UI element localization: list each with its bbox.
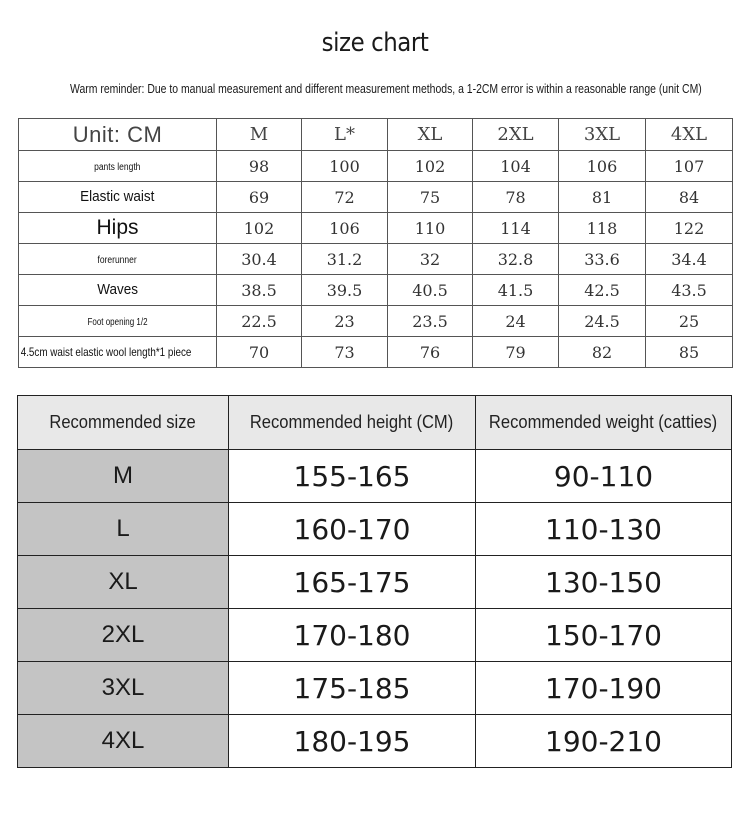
table-cell: 33.6 (559, 244, 646, 275)
table-cell: 23 (302, 306, 388, 337)
row-label-cell (19, 337, 217, 368)
table-cell: 75 (388, 182, 473, 213)
table-cell: 39.5 (302, 275, 388, 306)
size-cell: 2XL (18, 609, 229, 662)
warm-reminder-note: Warm reminder: Due to manual measurement and different measurement methods, a 1-2CM error is within a reasonable range (unit CM) (70, 82, 702, 96)
table-cell: 107 (646, 151, 733, 182)
row-label-cell (19, 213, 217, 244)
table-cell: 84 (646, 182, 733, 213)
table-row (18, 450, 732, 503)
table-row-forerunner (19, 244, 733, 275)
table-cell: 38.5 (217, 275, 302, 306)
table-cell: 110 (388, 213, 473, 244)
table-row-pants-length (19, 151, 733, 182)
table-cell: 43.5 (646, 275, 733, 306)
table-cell: 79 (473, 337, 559, 368)
weight-cell: 130-150 (476, 556, 732, 609)
table-row-elastic-waist (19, 182, 733, 213)
table-row-foot-opening (19, 306, 733, 337)
header-label: Recommended size (49, 412, 197, 432)
table-cell: 102 (217, 213, 302, 244)
row-label-cell (19, 244, 217, 275)
table-cell: 41.5 (473, 275, 559, 306)
recommend-header-row (18, 396, 732, 450)
table-cell: 102 (388, 151, 473, 182)
table-cell: 106 (302, 213, 388, 244)
table-cell: 24.5 (559, 306, 646, 337)
table-cell: 82 (559, 337, 646, 368)
table-cell: 42.5 (559, 275, 646, 306)
table-cell: 40.5 (388, 275, 473, 306)
row-label: Hips (96, 216, 139, 239)
row-label: forerunner (97, 255, 138, 266)
table-row-hips (19, 213, 733, 244)
header-recommended-height (229, 396, 476, 450)
table-cell: 72 (302, 182, 388, 213)
weight-cell: 90-110 (476, 450, 732, 503)
table-cell: 98 (217, 151, 302, 182)
table-cell: 122 (646, 213, 733, 244)
table-cell: 23.5 (388, 306, 473, 337)
weight-cell: 150-170 (476, 609, 732, 662)
table-cell: 106 (559, 151, 646, 182)
table-row (18, 556, 732, 609)
table-cell: 32 (388, 244, 473, 275)
size-header-row (19, 119, 733, 151)
height-cell: 170-180 (229, 609, 476, 662)
table-cell: 85 (646, 337, 733, 368)
page-title: size chart (321, 28, 429, 58)
table-cell: 118 (559, 213, 646, 244)
table-row (18, 609, 732, 662)
size-header-xl: XL (388, 119, 473, 151)
table-cell: 70 (217, 337, 302, 368)
table-row (18, 662, 732, 715)
size-measurement-table (18, 118, 733, 368)
table-cell: 22.5 (217, 306, 302, 337)
size-cell: L (18, 503, 229, 556)
size-cell: 4XL (18, 715, 229, 768)
table-row-waves (19, 275, 733, 306)
row-label: pants length (94, 162, 141, 173)
size-cell: XL (18, 556, 229, 609)
row-label-cell (19, 275, 217, 306)
weight-cell: 170-190 (476, 662, 732, 715)
height-cell: 155-165 (229, 450, 476, 503)
height-cell: 165-175 (229, 556, 476, 609)
table-row (18, 503, 732, 556)
size-header-2xl: 2XL (473, 119, 559, 151)
weight-cell: 190-210 (476, 715, 732, 768)
table-cell: 76 (388, 337, 473, 368)
table-cell: 32.8 (473, 244, 559, 275)
row-label: Waves (97, 281, 138, 298)
row-label: Foot opening 1/2 (87, 317, 148, 328)
row-label-cell (19, 182, 217, 213)
size-header-m: M (217, 119, 302, 151)
height-cell: 175-185 (229, 662, 476, 715)
header-label: Recommended height (CM) (250, 412, 454, 432)
header-recommended-weight (476, 396, 732, 450)
size-cell: M (18, 450, 229, 503)
table-cell: 69 (217, 182, 302, 213)
row-label: 4.5cm waist elastic wool length*1 piece (21, 345, 192, 359)
table-cell: 24 (473, 306, 559, 337)
table-cell: 81 (559, 182, 646, 213)
size-header-l: L* (302, 119, 388, 151)
row-label: Elastic waist (80, 188, 155, 205)
table-cell: 114 (473, 213, 559, 244)
height-cell: 180-195 (229, 715, 476, 768)
header-label: Recommended weight (catties) (489, 412, 718, 432)
table-cell: 31.2 (302, 244, 388, 275)
table-cell: 25 (646, 306, 733, 337)
size-cell: 3XL (18, 662, 229, 715)
row-label-cell (19, 151, 217, 182)
table-cell: 100 (302, 151, 388, 182)
table-cell: 78 (473, 182, 559, 213)
table-cell: 104 (473, 151, 559, 182)
unit-label: Unit: CM (72, 121, 163, 147)
header-recommended-size (18, 396, 229, 450)
size-header-4xl: 4XL (646, 119, 733, 151)
table-cell: 73 (302, 337, 388, 368)
row-label-cell (19, 306, 217, 337)
size-header-3xl: 3XL (559, 119, 646, 151)
table-cell: 30.4 (217, 244, 302, 275)
table-row (18, 715, 732, 768)
height-cell: 160-170 (229, 503, 476, 556)
table-cell: 34.4 (646, 244, 733, 275)
table-row-waist-elastic (19, 337, 733, 368)
recommended-size-table (17, 395, 732, 768)
unit-label-cell (19, 119, 217, 151)
weight-cell: 110-130 (476, 503, 732, 556)
